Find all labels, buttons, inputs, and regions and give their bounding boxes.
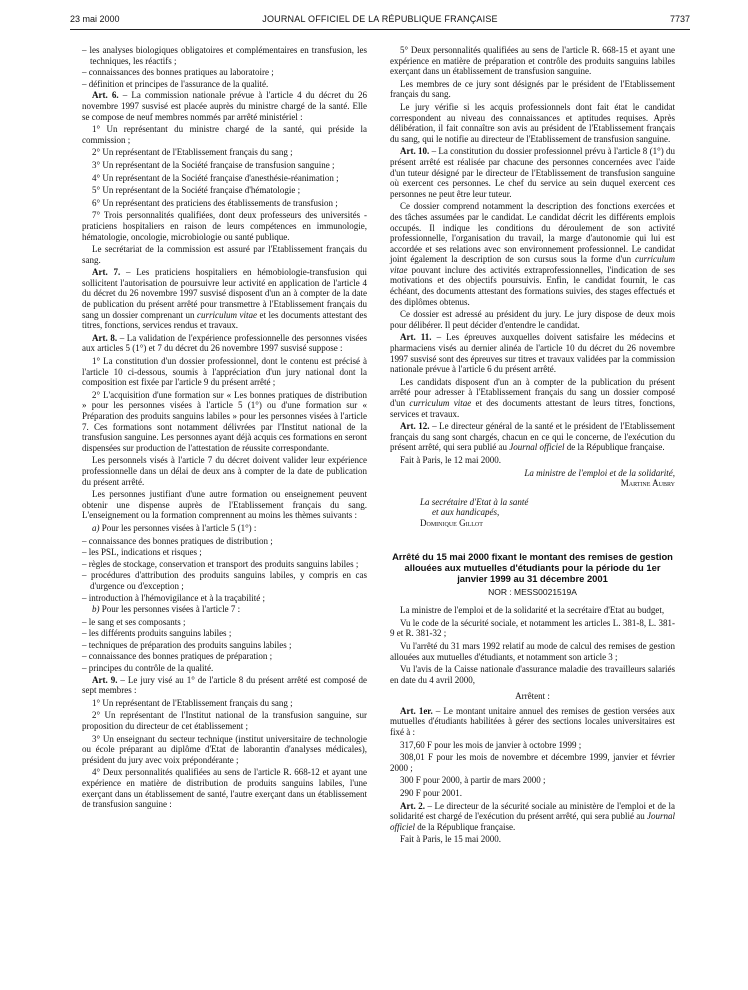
list-item: – connaissance des bonnes pratiques de préparation ;: [82, 651, 367, 662]
paragraph: Vu le code de la sécurité sociale, et notamment les articles L. 381-8, L. 381-9 et R. 381-32 ;: [390, 617, 675, 639]
list-item: – règles de stockage, conservation et transport des produits sanguins labiles ;: [82, 559, 367, 570]
article-2: Art. 2. – Le directeur de la sécurité sociale au ministère de l'emploi et de la solidarité est chargé de l'exécution du présent arrêté, qui sera publié au Journal officiel de la République française.: [390, 800, 676, 832]
list-item: – les PSL, indications et risques ;: [82, 547, 367, 558]
paragraph: Le jury vérifie si les acquis professionnels dont fait état le candidat correspondent au niveau des connaissances et aptitudes requises. Après délibération, il fait connaître son avis au président de l'Etablissement français du sang, qui le notifie au directeur de l'Etablissement de transfusion sanguine.: [390, 101, 675, 144]
arretent-heading: Arrêtent :: [515, 691, 550, 702]
signatory-name: Martine Aubry: [620, 478, 675, 489]
list-item: – définition et principes de l'assurance de la qualité.: [82, 79, 367, 90]
header-date: 23 mai 2000: [70, 14, 120, 24]
paragraph: 4° Un représentant de la Société française d'anesthésie-réanimation ;: [92, 172, 339, 183]
paragraph: 5° Un représentant de la Société française d'hématologie ;: [92, 185, 301, 196]
paragraph: 1° La constitution d'un dossier professionnel, dont le contenu est précisé à l'article 10 ci-dessous, soumis à l'appréciation d'un jury national dont la composition est fixée par l'article 9 du présent arrêté ;: [82, 356, 367, 388]
article-1: Art. 1er. – Le montant unitaire annuel des remises de gestion versées aux mutuelles d'étudiants habilitées à gérer des sections locales universitaires est fixé à :: [390, 705, 675, 738]
article-label: Art. 9.: [92, 674, 118, 685]
header-title: JOURNAL OFFICIEL DE LA RÉPUBLIQUE FRANÇAISE: [262, 14, 498, 24]
list-item: – introduction à l'hémovigilance et à la traçabilité ;: [82, 593, 367, 604]
paragraph: b) Pour les personnes visées à l'article 7 :: [92, 604, 241, 615]
paragraph: Ce dossier comprend notamment la description des fonctions exercées et des tâches assumées par le candidat. Le candidat décrit les différents emplois occupés. Il indique les conditions du déroulement de son activité professionnelle, l'organisation du travail, la marge d'autonomie qui lui est accordée et ses relations avec son environnement professionnel. Le candidat joint également la description de son cursus sous la forme d'un curriculum vitae pouvant inclure des activités extraprofessionnelles, l'indication de ses motivations et des objectifs poursuivis. Enfin, le candidat fournit, le cas échéant, des documents attestant des formations suivies, des stages effectués et des diplômes obtenus.: [390, 201, 675, 307]
list-item: – le sang et ses composants ;: [82, 617, 367, 628]
signature-block-secretary: [390, 497, 675, 529]
article-7: Art. 7. – Les praticiens hospitaliers en hémobiologie-transfusion qui sollicitent l'autorisation de poursuivre leur activité en application de l'article 4 du décret du 26 novembre 1997 susvisé disposent d'un an à compter de la date de publication du présent arrêté pour transmettre à l'Etablissement français du sang un dossier comprenant un curriculum vitae et les documents attestant des titres, fonctions, services rendus et travaux.: [82, 267, 367, 331]
list-item: – techniques de préparation des produits sanguins labiles ;: [82, 640, 367, 651]
article-label: Art. 1er.: [400, 705, 433, 716]
paragraph: Les personnes justifiant d'une autre formation ou enseignement peuvent obtenir une dispense auprès de l'Etablissement français du sang. L'enseignement ou la formation comprennent au moins les thèmes suivants :: [82, 489, 367, 521]
signatory-role: et aux handicapés,: [432, 507, 500, 518]
article-11: Art. 11. – Les épreuves auxquelles doivent satisfaire les médecins et pharmaciens visés au dernier alinéa de l'article 10 du décret du 26 novembre 1997 susvisé sont des épreuves sur titres et travaux validées par la commission nationale prévue à l'article 6 du présent arrêté.: [390, 332, 675, 375]
paragraph: 7° Trois personnalités qualifiées, dont deux professeurs des universités - praticiens hospitaliers en raison de leurs compétences en immunologie, hématologie, oncologie, microbiologie ou santé publique.: [82, 210, 367, 242]
left-column: [82, 45, 367, 812]
paragraph: 5° Deux personnalités qualifiées au sens de l'article R. 668-15 et ayant une expérience en matière de préparation et contrôle des produits sanguins labiles exerçant dans un établissement de transfusion sanguine.: [390, 45, 675, 77]
signatory-role: La ministre de l'emploi et de la solidarité,: [524, 467, 675, 478]
signatory-name: Dominique Gillot: [420, 517, 483, 528]
list-item: – procédures d'attribution des produits sanguins labiles, y compris en cas d'urgence ou d'exception ;: [82, 570, 367, 591]
paragraph: 308,01 F pour les mois de novembre et décembre 1999, janvier et février 2000 ;: [390, 752, 675, 773]
article-8: Art. 8. – La validation de l'expérience professionnelle des personnes visées aux articles 5 (1°) et 7 du décret du 26 novembre 1997 susvisé suppose :: [82, 332, 367, 354]
right-column: [390, 45, 675, 847]
nor-reference: NOR : MESS0021519A: [488, 586, 577, 597]
paragraph: 300 F pour 2000, à partir de mars 2000 ;: [400, 775, 546, 786]
article-9: Art. 9. – Le jury visé au 1° de l'article 8 du présent arrêté est composé de sept membres :: [82, 674, 367, 696]
article-label: Art. 2.: [400, 800, 425, 811]
list-item: – les analyses biologiques obligatoires et complémentaires en transfusion, les techniques, les réactifs ;: [82, 45, 367, 66]
article-6: Art. 6. – La commission nationale prévue à l'article 4 du décret du 26 novembre 1997 susvisé est placée auprès du ministre chargé de la santé. Elle se compose de neuf membres nommés par arrêté ministériel :: [82, 90, 367, 122]
article-label: Art. 7.: [92, 267, 121, 278]
paragraph: Les candidats disposent d'un an à compter de la publication du présent arrêté pour adresser à l'Etablissement français du sang un dossier composé d'un curriculum vitae et des documents attestant de leurs titres, fonctions, services et travaux.: [390, 376, 675, 419]
paragraph: 2° L'acquisition d'une formation sur « Les bonnes pratiques de distribution » pour les personnes visées à l'article 5 (1°) ou d'une formation sur « Préparation des produits sanguins labiles » pour les personnes visées à l'article 7. Ces formations sont notamment délivrées par l'Institut national de la transfusion sanguine. Les personnes ayant déjà acquis ces formations en seront dispensées sur production de l'attestation de réussite correspondante.: [82, 389, 367, 453]
article-12: Art. 12. – Le directeur général de la santé et le président de l'Etablissement français du sang sont chargés, chacun en ce qui le concerne, de l'exécution du présent arrêté, qui sera publié au Journal officiel de la République française.: [390, 421, 675, 453]
paragraph: 1° Un représentant du ministre chargé de la santé, qui préside la commission ;: [82, 124, 367, 145]
signing-date: Fait à Paris, le 15 mai 2000.: [400, 834, 501, 845]
paragraph: 317,60 F pour les mois de janvier à octobre 1999 ;: [400, 739, 582, 750]
header-rule: [70, 29, 690, 30]
list-item: – connaissances des bonnes pratiques au laboratoire ;: [82, 67, 367, 78]
paragraph: Vu l'arrêté du 31 mars 1992 relatif au mode de calcul des remises de gestion allouées aux mutuelles d'étudiants, et notamment son article 3 ;: [390, 640, 675, 662]
paragraph: Ce dossier est adressé au président du jury. Le jury dispose de deux mois pour délibérer. Il peut décider d'entendre le candidat.: [390, 309, 675, 330]
paragraph: Les membres de ce jury sont désignés par le président de l'Etablissement français du sang.: [390, 78, 675, 100]
list-item: – connaissance des bonnes pratiques de distribution ;: [82, 536, 367, 547]
header-page-number: 7737: [669, 14, 690, 24]
page-header: [70, 14, 690, 28]
list-item: – les différents produits sanguins labiles ;: [82, 628, 367, 639]
paragraph: Le secrétariat de la commission est assuré par l'Etablissement français du sang.: [82, 244, 367, 265]
article-label: Art. 8.: [92, 332, 118, 343]
paragraph: 1° Un représentant de l'Etablissement français du sang ;: [92, 697, 293, 708]
paragraph: La ministre de l'emploi et de la solidarité et la secrétaire d'Etat au budget,: [400, 605, 665, 616]
paragraph: 2° Un représentant de l'Institut national de la transfusion sanguine, sur proposition du directeur de cet établissement ;: [82, 710, 367, 732]
paragraph: 6° Un représentant des praticiens des établissements de transfusion ;: [92, 197, 338, 208]
paragraph: a) Pour les personnes visées à l'article 5 (1°) :: [92, 522, 257, 533]
paragraph: 290 F pour 2001.: [400, 788, 463, 799]
paragraph: 4° Deux personnalités qualifiées au sens de l'article R. 668-12 et ayant une expérience en matière de distribution de produits sanguins labiles, l'une exerçant dans un établissement de santé, l'autre exerçant dans un établissement de transfusion sanguine :: [82, 767, 367, 810]
list-item: – principes du contrôle de la qualité.: [82, 663, 367, 674]
article-label: Art. 11.: [400, 332, 432, 343]
paragraph: 2° Un représentant de l'Etablissement français du sang ;: [92, 147, 293, 158]
paragraph: 3° Un représentant de la Société française de transfusion sanguine ;: [92, 159, 335, 170]
paragraph: Vu l'avis de la Caisse nationale d'assurance maladie des travailleurs salariés en date du 4 avril 2000,: [390, 664, 675, 685]
signing-date: Fait à Paris, le 12 mai 2000.: [400, 454, 501, 465]
signatory-role: La secrétaire d'Etat à la santé: [420, 496, 529, 507]
article-label: Art. 12.: [400, 421, 430, 432]
paragraph: 3° Un enseignant du secteur technique (institut universitaire de technologie ou école préparant au diplôme d'Etat de laborantin d'analyses médicales), président du jury avec voix prépondérante ;: [82, 733, 367, 765]
article-label: Art. 10.: [400, 146, 430, 157]
paragraph: Les personnels visés à l'article 7 du décret doivent valider leur expérience professionnelle dans un délai de deux ans à compter de la date de publication du présent arrêté.: [82, 455, 367, 487]
signature-block-minister: [390, 468, 675, 489]
article-label: Art. 6.: [92, 90, 119, 101]
decree-title: Arrêté du 15 mai 2000 fixant le montant des remises de gestion allouées aux mutuelles d'étudiants pour la période du 1er janvier 1999 au 31 décembre 2001: [392, 550, 673, 584]
article-10: Art. 10. – La constitution du dossier professionnel prévu à l'article 8 (1°) du présent arrêté est réalisée par chacune des personnes concernées avec l'aide d'un tuteur désigné par le directeur de l'Etablissement de transfusion sanguine où exercent ces personnes. Le chef du service au sein duquel exercent ces personnes ne peut être leur tuteur.: [390, 146, 675, 199]
